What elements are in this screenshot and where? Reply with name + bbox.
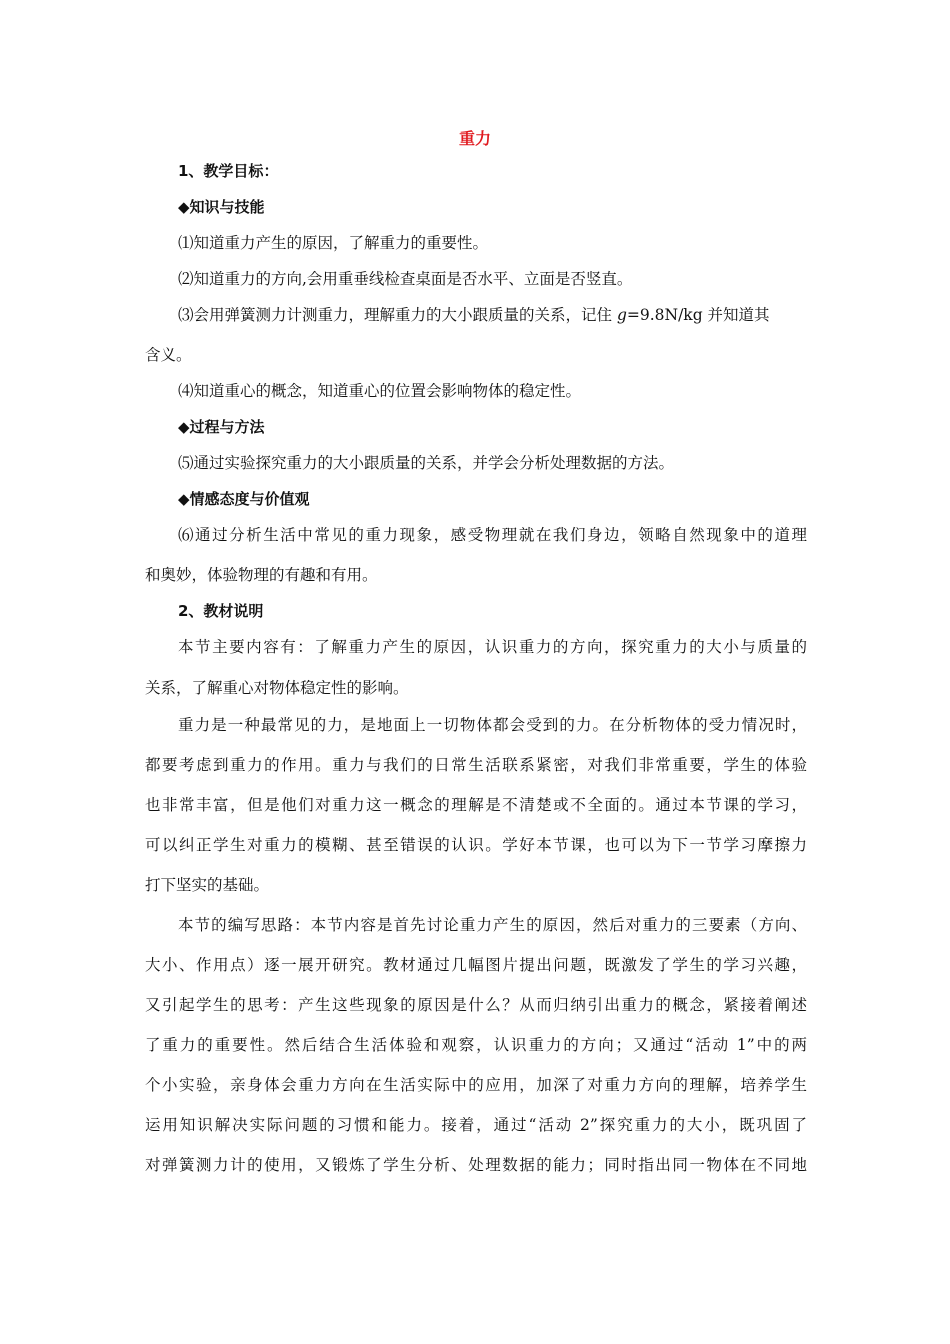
objective-3-continued: 含义。 (145, 346, 192, 364)
process-methods-heading: ◆过程与方法 (178, 418, 265, 436)
paragraph-3-line: 对弹簧测力计的使用，又锻炼了学生分析、处理数据的能力；同时指出同一物体在不同地 (145, 1156, 807, 1174)
paragraph-1-line: 关系，了解重心对物体稳定性的影响。 (145, 679, 409, 697)
objective-2: ⑵知道重力的方向,会用重垂线检查桌面是否水平、立面是否竖直。 (178, 270, 633, 288)
knowledge-skills-heading: ◆知识与技能 (178, 198, 265, 216)
objective-3 (178, 304, 770, 326)
objective-3-text-b: =9.8N/kg 并知道其 (626, 306, 770, 324)
objective-3-text-a: ⑶会用弹簧测力计测重力，理解重力的大小跟质量的关系，记住 (178, 306, 617, 324)
paragraph-2-line: 可以纠正学生对重力的模糊、甚至错误的认识。学好本节课，也可以为下一节学习摩擦力 (145, 836, 807, 854)
paragraph-1-line: 本节主要内容有：了解重力产生的原因，认识重力的方向，探究重力的大小与质量的 (178, 638, 807, 656)
objective-4: ⑷知道重心的概念，知道重心的位置会影响物体的稳定性。 (178, 382, 582, 400)
objective-1: ⑴知道重力产生的原因，了解重力的重要性。 (178, 234, 489, 252)
paragraph-3-line: 个小实验，亲身体会重力方向在生活实际中的应用，加深了对重力方向的理解，培养学生 (145, 1076, 807, 1094)
page-title: 重力 (458, 129, 491, 148)
objective-3-g: g (616, 306, 627, 324)
paragraph-3-line: 本节的编写思路：本节内容是首先讨论重力产生的原因，然后对重力的三要素（方向、 (178, 916, 807, 934)
paragraph-3-line: 大小、作用点）逐一展开研究。教材通过几幅图片提出问题，既激发了学生的学习兴趣， (145, 956, 807, 974)
paragraph-2-line: 重力是一种最常见的力，是地面上一切物体都会受到的力。在分析物体的受力情况时， (178, 716, 807, 734)
paragraph-3-line: 了重力的重要性。然后结合生活体验和观察，认识重力的方向；又通过“活动 1”中的两 (145, 1036, 807, 1054)
objective-5: ⑸通过实验探究重力的大小跟质量的关系，并学会分析处理数据的方法。 (178, 454, 675, 472)
section-2-heading: 2、教材说明 (178, 602, 264, 620)
objective-6-continued: 和奥妙，体验物理的有趣和有用。 (145, 566, 378, 584)
objective-6: ⑹通过分析生活中常见的重力现象，感受物理就在我们身边，领略自然现象中的道理 (178, 526, 807, 544)
section-1-heading: 1、教学目标： (178, 162, 279, 180)
paragraph-3-line: 运用知识解决实际问题的习惯和能力。接着，通过“活动 2”探究重力的大小，既巩固了 (145, 1116, 807, 1134)
paragraph-2-line: 打下坚实的基础。 (145, 876, 270, 894)
paragraph-3-line: 又引起学生的思考：产生这些现象的原因是什么？从而归纳引出重力的概念，紧接着阐述 (145, 996, 807, 1014)
emotion-values-heading: ◆情感态度与价值观 (178, 490, 310, 508)
paragraph-2-line: 都要考虑到重力的作用。重力与我们的日常生活联系紧密，对我们非常重要，学生的体验 (145, 756, 807, 774)
paragraph-2-line: 也非常丰富，但是他们对重力这一概念的理解是不清楚或不全面的。通过本节课的学习， (145, 796, 807, 814)
